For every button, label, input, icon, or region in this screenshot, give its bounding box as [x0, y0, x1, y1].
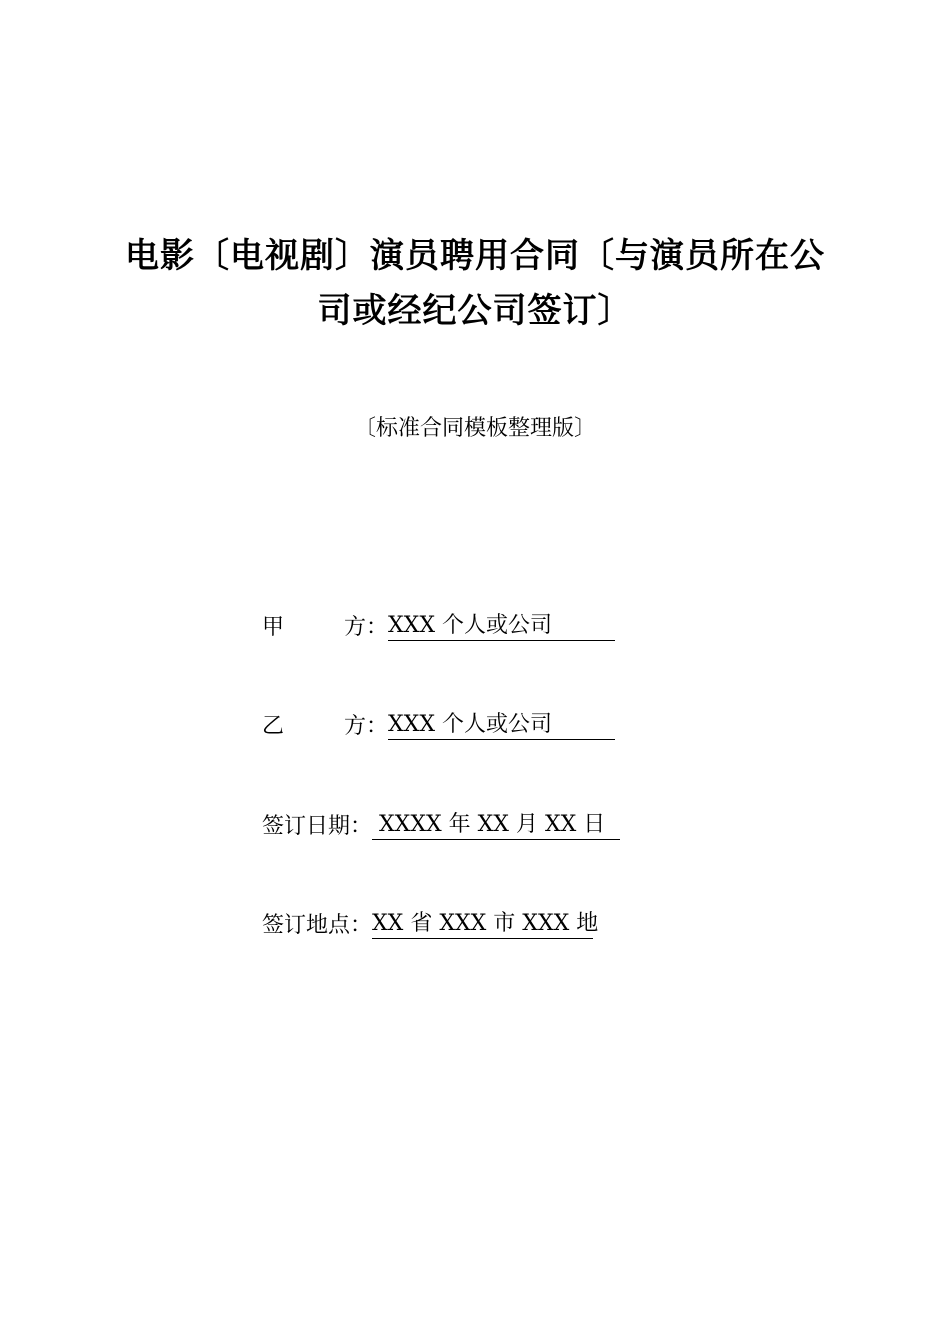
party-b-label-suffix: 方： [343, 714, 388, 739]
sign-place-field [262, 907, 599, 939]
document-subtitle: 〔标准合同模板整理版〕 [353, 416, 596, 441]
sign-place-label: 签订地点： [262, 913, 373, 938]
sign-date-value: XXXX 年 XX 月 XX 日 [372, 812, 620, 840]
party-b-field [262, 708, 615, 740]
sign-date-field [262, 808, 620, 840]
sign-date-label: 签订日期： [262, 814, 373, 839]
party-a-label-char: 甲 [262, 615, 285, 640]
party-a-value: XXX 个人或公司 [388, 613, 615, 641]
document-title-line-2: 司或经纪公司签订〕 [317, 291, 633, 331]
party-a-field [262, 609, 615, 641]
party-b-value: XXX 个人或公司 [388, 712, 615, 740]
party-b-label-char: 乙 [262, 714, 285, 739]
party-a-label [262, 610, 388, 641]
document-title-line-1: 电影〔电视剧〕演员聘用合同〔与演员所在公 [125, 236, 825, 276]
sign-place-value: XX 省 XXX 市 XXX 地 [372, 911, 593, 939]
party-a-label-suffix: 方： [343, 615, 388, 640]
party-b-label [262, 709, 388, 740]
